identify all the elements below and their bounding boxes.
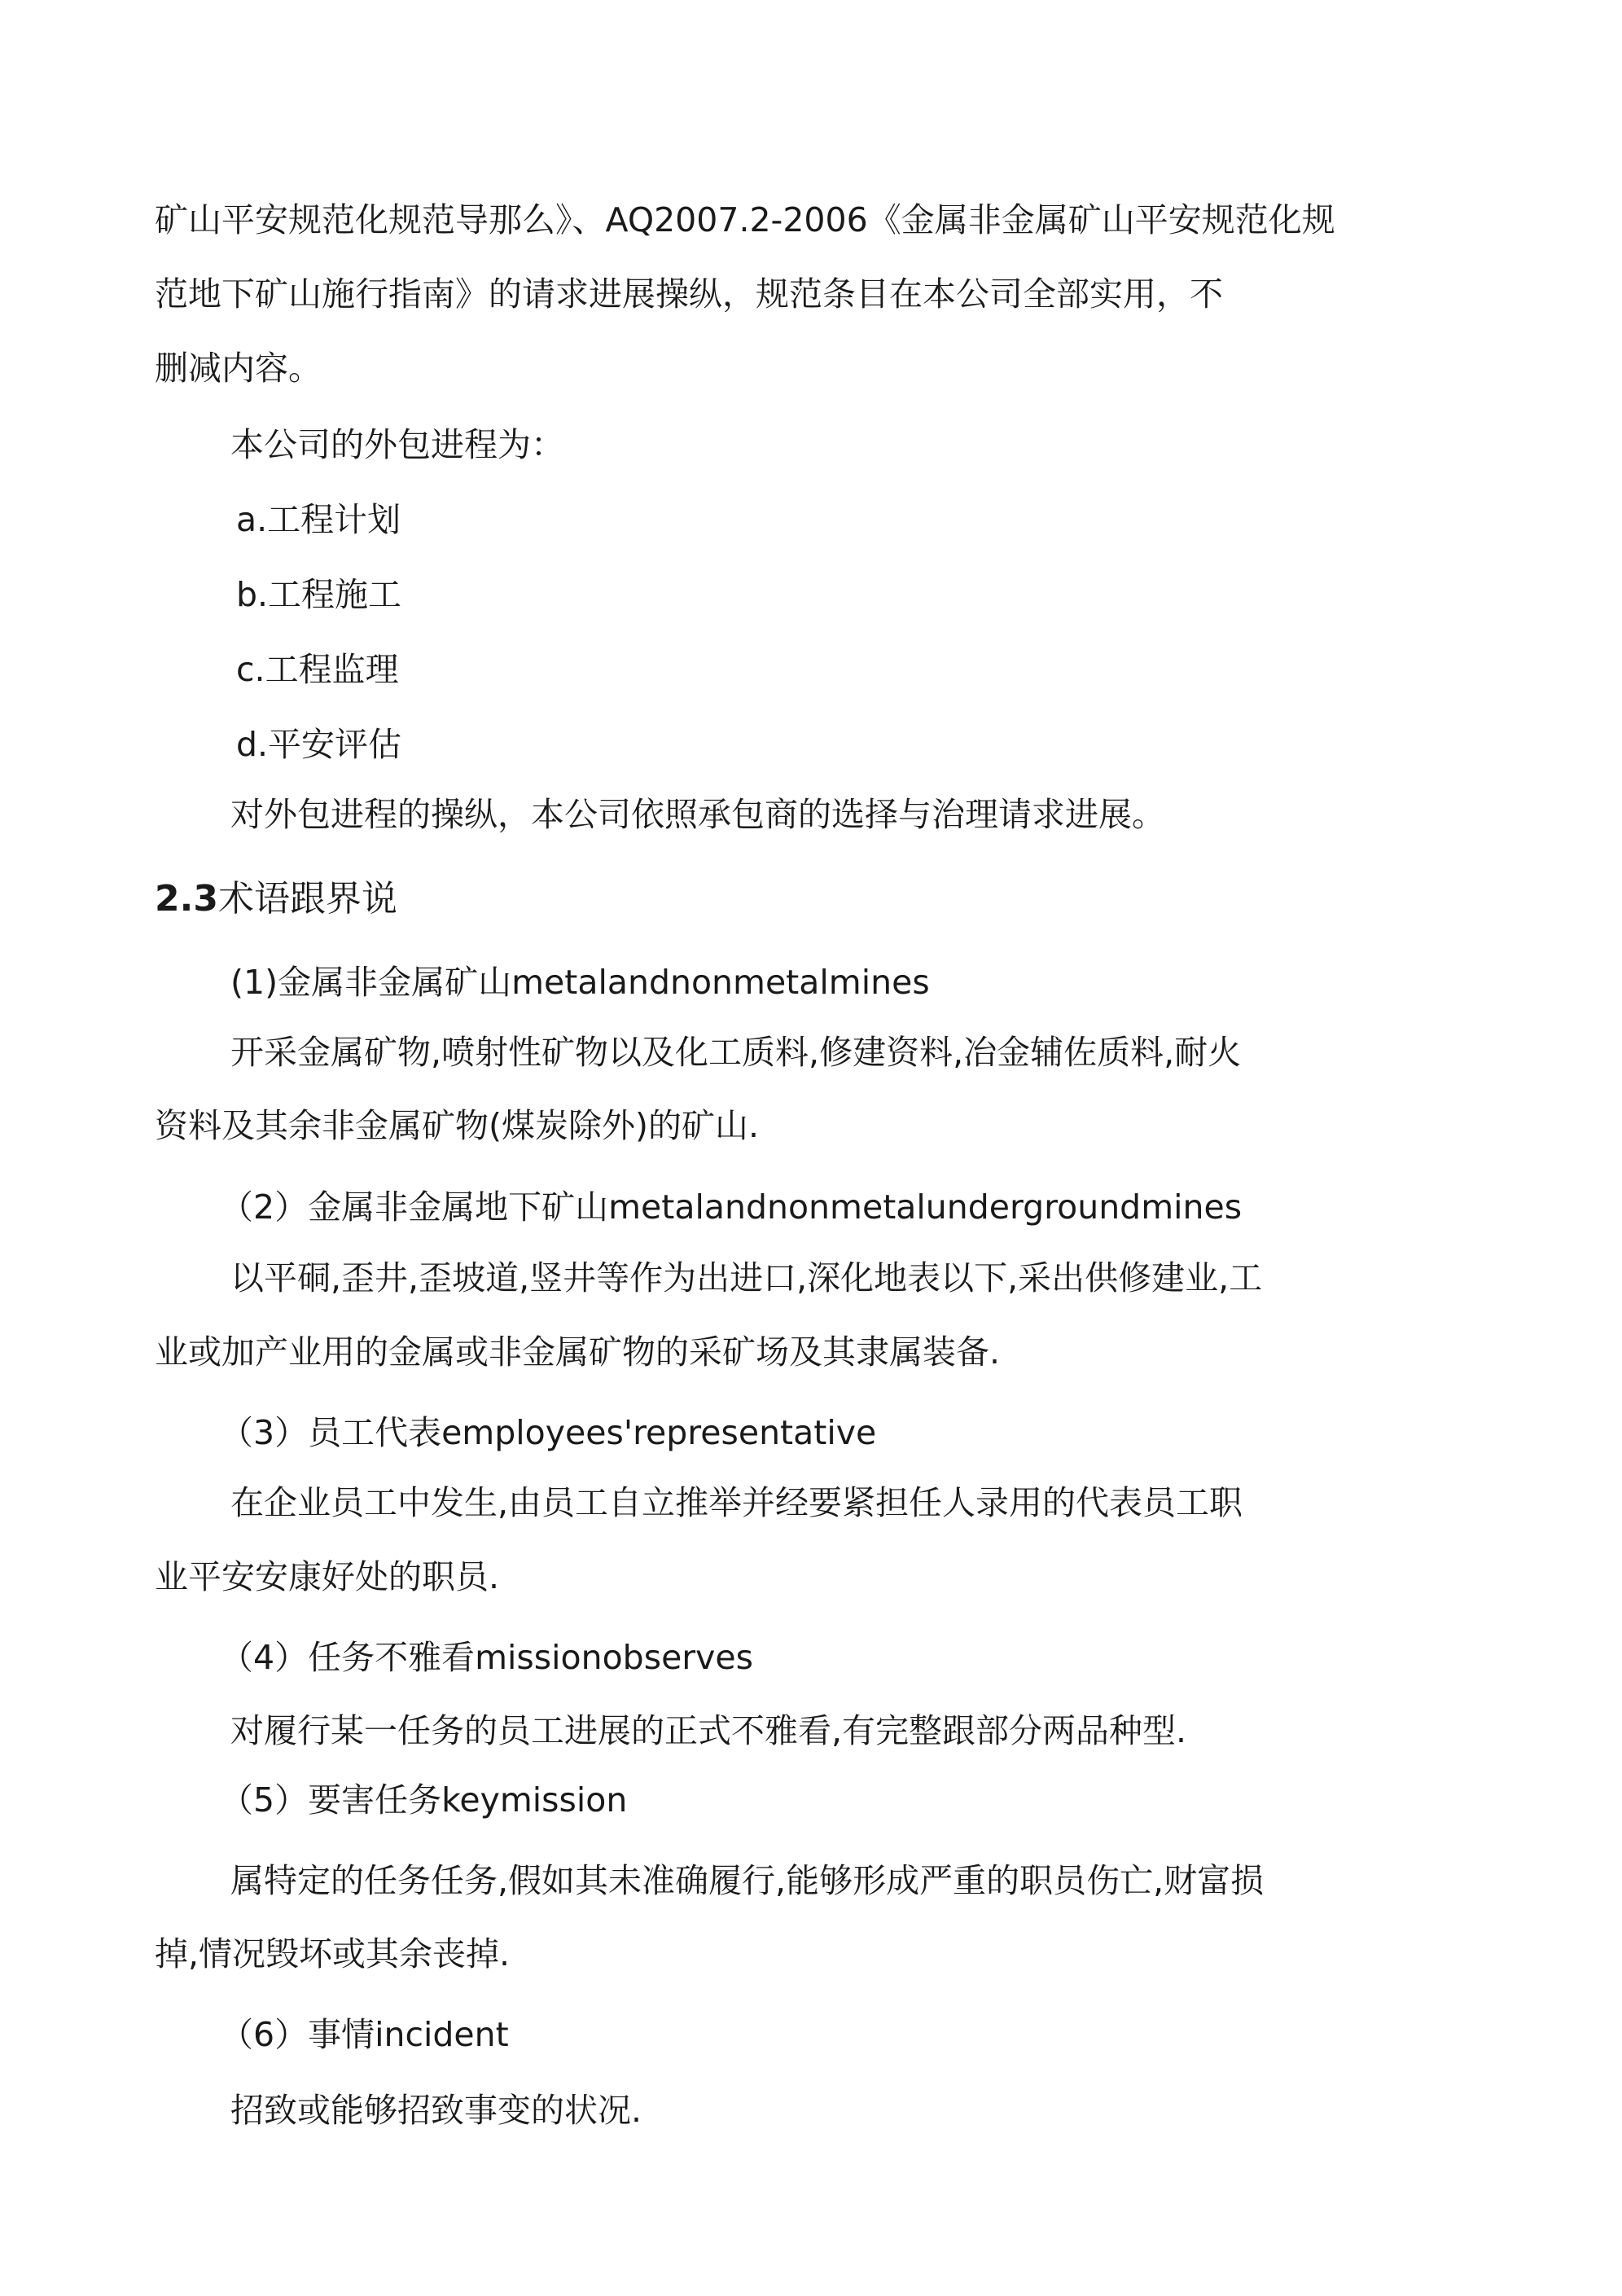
term-1-heading: (1)金属非金属矿山metalandnonmetalmines <box>230 963 930 1002</box>
intro-line-1: 矿山平安规范化规范导那么》、AQ2007.2-2006《金属非金属矿山平安规范化规 <box>155 200 1335 239</box>
term-2-body-line-2: 业或加产业用的金属或非金属矿物的采矿场及其隶属装备. <box>155 1332 1001 1372</box>
term-6-heading: （6）事情incident <box>220 2015 509 2054</box>
term-5-body-line-2: 掉,情况毁坏或其余丧掉. <box>155 1934 511 1973</box>
term-2-heading: （2）金属非金属地下矿山metalandnonmetalundergroundmines <box>220 1188 1243 1227</box>
term-6-body-line-1: 招致或能够招致事变的状况. <box>230 2091 642 2130</box>
outsource-item-a: a.工程计划 <box>236 500 401 539</box>
term-1-body-line-2: 资料及其余非金属矿物(煤炭除外)的矿山. <box>155 1106 760 1145</box>
intro-line-2: 范地下矿山施行指南》的请求进展操纵，规范条目在本公司全部实用，不 <box>155 274 1223 314</box>
outsource-item-d: d.平安评估 <box>236 725 402 764</box>
term-5-heading: （5）要害任务keymission <box>220 1780 628 1820</box>
outsource-item-c: c.工程监理 <box>236 650 399 689</box>
outsource-item-b: b.工程施工 <box>236 575 402 614</box>
term-5-body-line-1: 属特定的任务任务,假如其未准确履行,能够形成严重的职员伤亡,财富损 <box>230 1861 1265 1900</box>
term-3-body-line-1: 在企业员工中发生,由员工自立推举并经要紧担任人录用的代表员工职 <box>230 1483 1243 1522</box>
section-heading <box>155 880 397 919</box>
outsource-control: 对外包进程的操纵，本公司依照承包商的选择与治理请求进展。 <box>230 795 1165 834</box>
term-3-heading: （3）员工代表employees'representative <box>220 1413 877 1452</box>
term-4-body-line-1: 对履行某一任务的员工进展的正式不雅看,有完整跟部分两品种型. <box>230 1711 1187 1750</box>
outsource-intro: 本公司的外包进程为： <box>230 425 564 464</box>
term-3-body-line-2: 业平安安康好处的职员. <box>155 1557 500 1596</box>
term-1-body-line-1: 开采金属矿物,喷射性矿物以及化工质料,修建资料,冶金辅佐质料,耐火 <box>230 1033 1242 1072</box>
intro-line-3: 删减内容。 <box>155 349 322 388</box>
term-2-body-line-1: 以平硐,歪井,歪坡道,竖井等作为出进口,深化地表以下,采出供修建业,工 <box>230 1258 1263 1297</box>
section-title: 术语跟界说 <box>217 878 397 920</box>
term-4-heading: （4）任务不雅看missionobserves <box>220 1638 753 1677</box>
section-number: 2.3 <box>155 878 218 920</box>
